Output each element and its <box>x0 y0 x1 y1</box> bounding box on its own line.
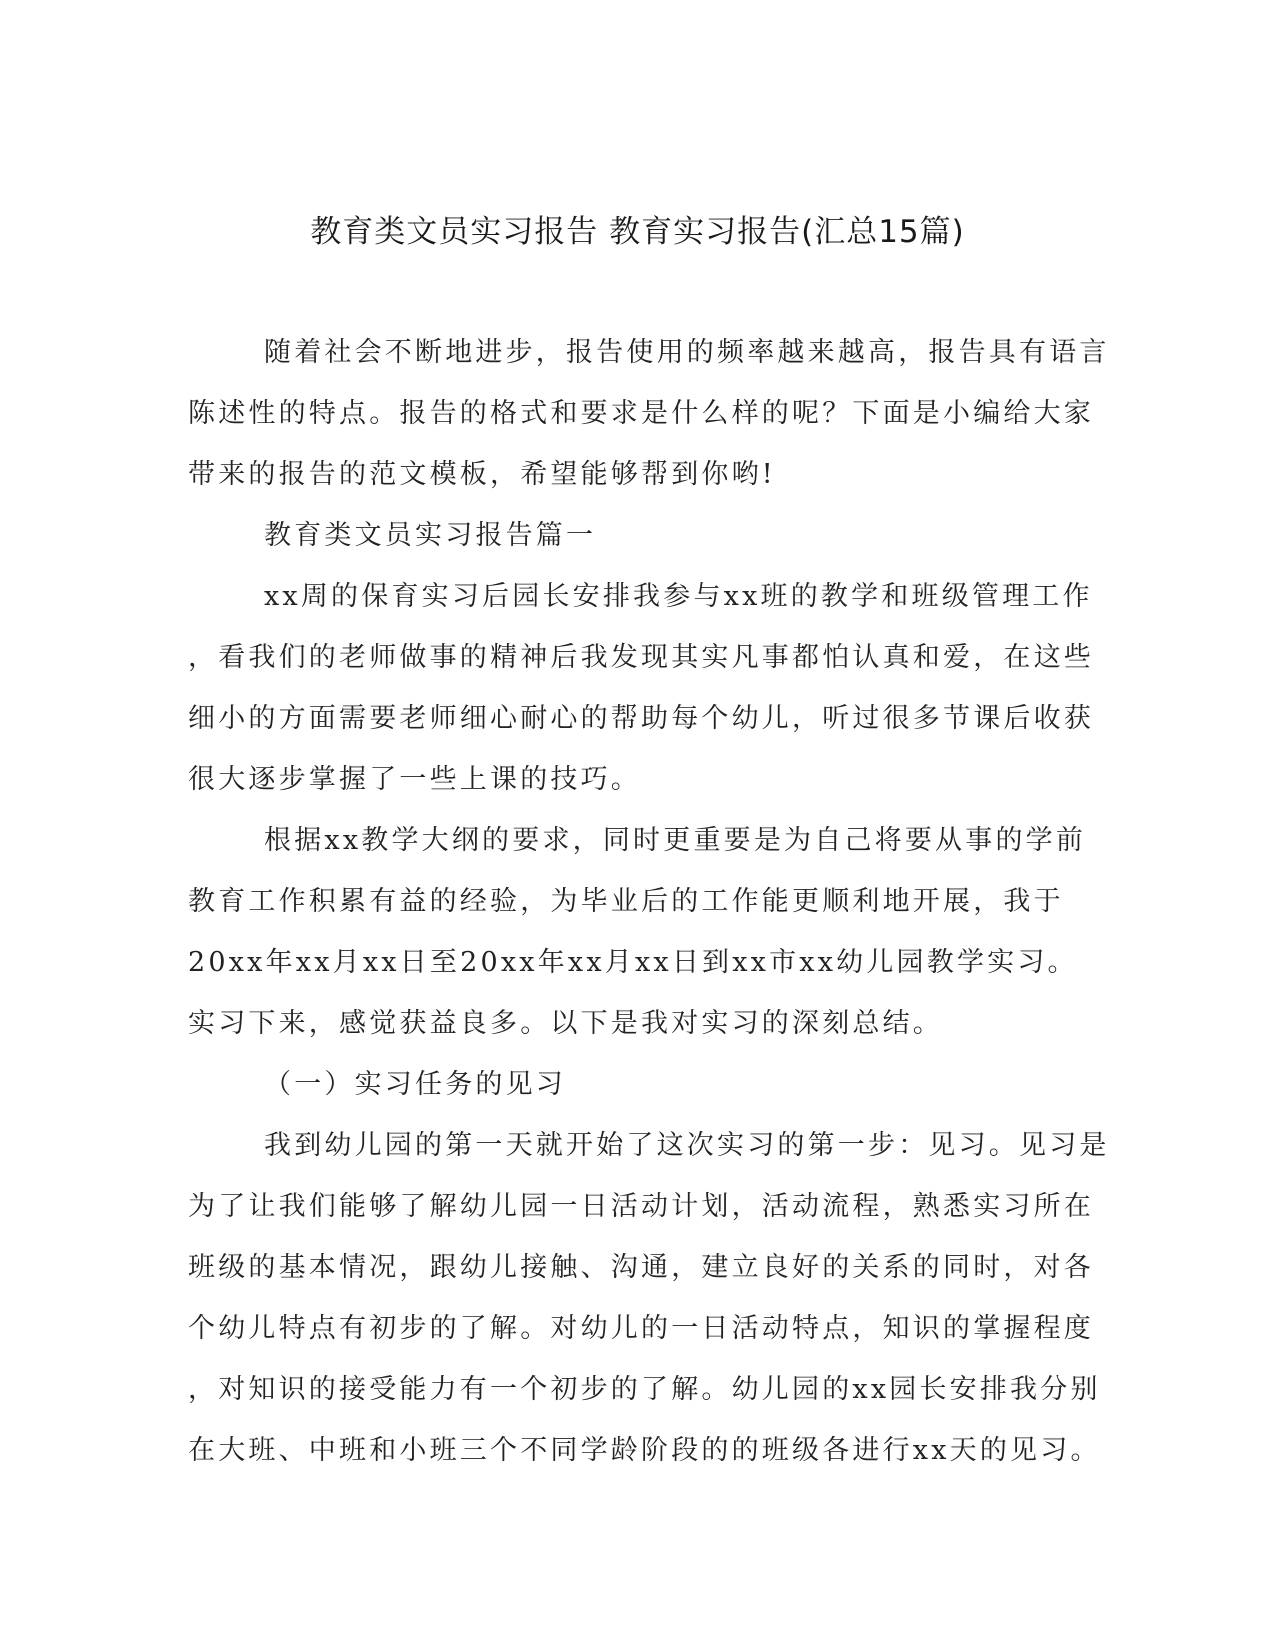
paragraph-line: 带来的报告的范文模板，希望能够帮到你哟! <box>188 459 776 490</box>
section-heading: （一）实习任务的见习 <box>264 1069 566 1100</box>
paragraph-line: 教育工作积累有益的经验，为毕业后的工作能更顺利地开展，我于 <box>188 886 1064 917</box>
paragraph-line: 实习下来，感觉获益良多。以下是我对实习的深刻总结。 <box>188 1008 943 1039</box>
section-heading: 教育类文员实习报告篇一 <box>264 520 597 551</box>
paragraph-line: 根据xx教学大纲的要求，同时更重要是为自己将要从事的学前 <box>264 825 1087 856</box>
paragraph-line: 很大逐步掌握了一些上课的技巧。 <box>188 764 641 795</box>
paragraph-line: 个幼儿特点有初步的了解。对幼儿的一日活动特点，知识的掌握程度 <box>188 1313 1094 1344</box>
paragraph-line: 我到幼儿园的第一天就开始了这次实习的第一步：见习。见习是 <box>264 1130 1110 1161</box>
paragraph-line: ，看我们的老师做事的精神后我发现其实凡事都怕认真和爱，在这些 <box>188 642 1094 673</box>
paragraph-line: 陈述性的特点。报告的格式和要求是什么样的呢？下面是小编给大家 <box>188 398 1094 429</box>
document-title: 教育类文员实习报告 教育实习报告(汇总15篇) <box>310 214 965 250</box>
paragraph-line: 20xx年xx月xx日至20xx年xx月xx日到xx市xx幼儿园教学实习。 <box>188 947 1078 978</box>
paragraph-line: 细小的方面需要老师细心耐心的帮助每个幼儿，听过很多节课后收获 <box>188 703 1094 734</box>
paragraph-line: 班级的基本情况，跟幼儿接触、沟通，建立良好的关系的同时，对各 <box>188 1252 1094 1283</box>
paragraph-line: 为了让我们能够了解幼儿园一日活动计划，活动流程，熟悉实习所在 <box>188 1191 1094 1222</box>
paragraph-line: ，对知识的接受能力有一个初步的了解。幼儿园的xx园长安排我分别 <box>188 1374 1101 1405</box>
paragraph-line: 随着社会不断地进步，报告使用的频率越来越高，报告具有语言 <box>264 337 1110 368</box>
paragraph-line: 在大班、中班和小班三个不同学龄阶段的的班级各进行xx天的见习。 <box>188 1435 1101 1466</box>
document-body <box>188 322 1110 1481</box>
paragraph-line: xx周的保育实习后园长安排我参与xx班的教学和班级管理工作 <box>264 581 1093 612</box>
